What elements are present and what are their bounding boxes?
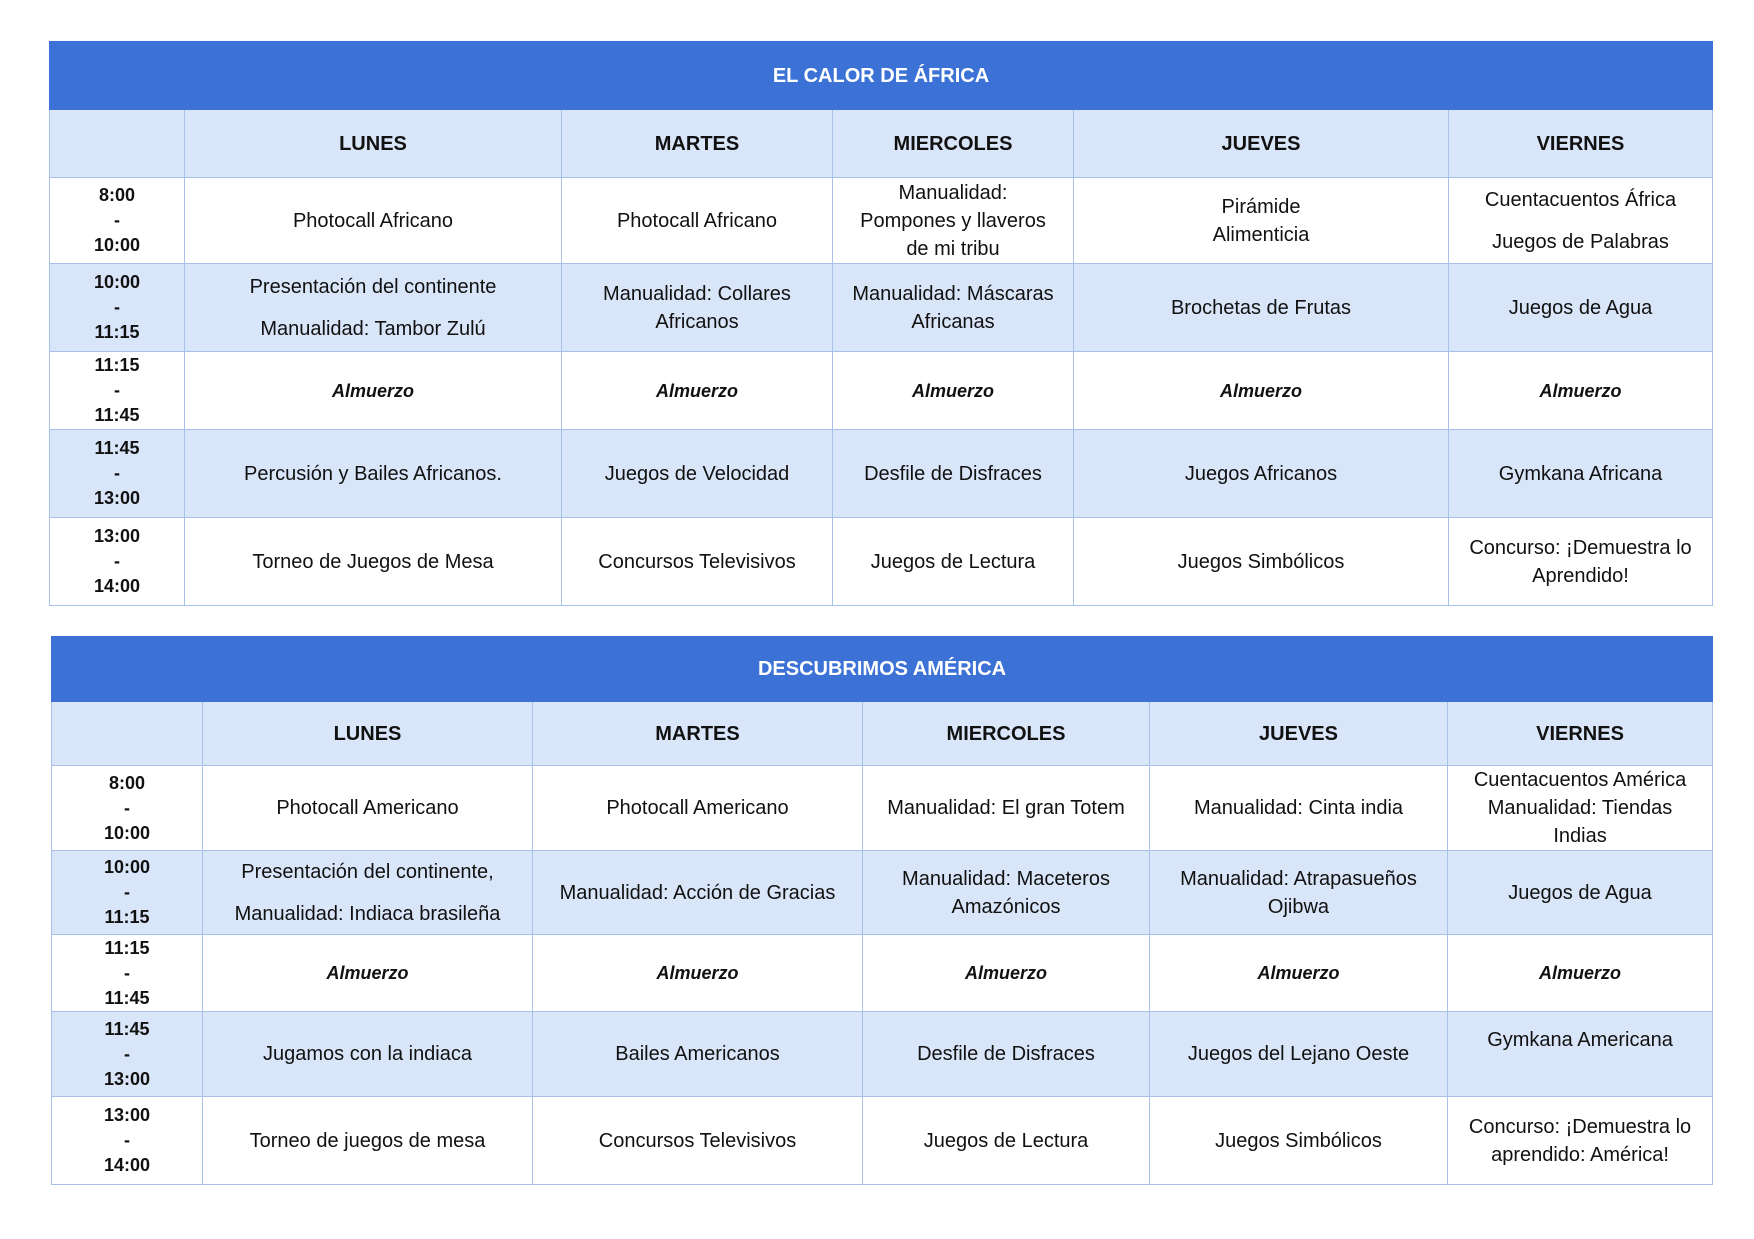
day-header-miercoles: MIERCOLES xyxy=(833,110,1074,178)
activity-cell: Manualidad: Máscaras Africanas xyxy=(833,264,1074,352)
activity-cell: Cuentacuentos América Manualidad: Tiendas Indias xyxy=(1448,766,1713,851)
lunch-cell: Almuerzo xyxy=(1449,352,1713,430)
activity-cell: Gymkana Americana xyxy=(1448,1012,1713,1097)
activity-cell: Juegos de Velocidad xyxy=(562,430,833,518)
table-row xyxy=(52,1012,1713,1097)
activity-cell: Concurso: ¡Demuestra lo Aprendido! xyxy=(1449,518,1713,606)
activity-cell: Manualidad: Acción de Gracias xyxy=(533,851,863,935)
activity-cell: Manualidad: Collares Africanos xyxy=(562,264,833,352)
table-title: DESCUBRIMOS AMÉRICA xyxy=(52,637,1713,702)
activity-cell: Cuentacuentos África Juegos de Palabras xyxy=(1449,178,1713,264)
time-cell: 11:15 - 11:45 xyxy=(50,352,185,430)
day-header-martes: MARTES xyxy=(562,110,833,178)
activity-cell: Desfile de Disfraces xyxy=(863,1012,1150,1097)
day-header-jueves: JUEVES xyxy=(1150,702,1448,766)
activity-cell: Manualidad: Atrapasueños Ojibwa xyxy=(1150,851,1448,935)
activity-cell: Juegos de Lectura xyxy=(833,518,1074,606)
activity-cell: Juegos del Lejano Oeste xyxy=(1150,1012,1448,1097)
activity-cell: Juegos de Agua xyxy=(1448,851,1713,935)
activity-cell: Photocall Africano xyxy=(562,178,833,264)
time-cell: 8:00 - 10:00 xyxy=(52,766,203,851)
table-row xyxy=(52,851,1713,935)
activity-cell: Juegos de Agua xyxy=(1449,264,1713,352)
activity-cell: Desfile de Disfraces xyxy=(833,430,1074,518)
activity-cell: Concurso: ¡Demuestra lo aprendido: América! xyxy=(1448,1097,1713,1185)
activity-cell: Photocall Americano xyxy=(533,766,863,851)
schedule-table-america xyxy=(51,636,1713,1185)
table-row xyxy=(50,264,1713,352)
day-header-lunes: LUNES xyxy=(185,110,562,178)
day-header-viernes: VIERNES xyxy=(1448,702,1713,766)
schedule-table-africa xyxy=(49,41,1713,606)
activity-cell: Juegos Simbólicos xyxy=(1150,1097,1448,1185)
activity-cell: Manualidad: Cinta india xyxy=(1150,766,1448,851)
table-row xyxy=(50,518,1713,606)
time-cell: 11:45 - 13:00 xyxy=(50,430,185,518)
time-cell: 11:15 - 11:45 xyxy=(52,935,203,1012)
activity-cell: Presentación del continente, Manualidad: Indiaca brasileña xyxy=(203,851,533,935)
table-row xyxy=(50,178,1713,264)
activity-cell: Gymkana Africana xyxy=(1449,430,1713,518)
activity-cell: Torneo de juegos de mesa xyxy=(203,1097,533,1185)
time-cell: 13:00 - 14:00 xyxy=(50,518,185,606)
day-header-viernes: VIERNES xyxy=(1449,110,1713,178)
lunch-cell: Almuerzo xyxy=(833,352,1074,430)
lunch-cell: Almuerzo xyxy=(185,352,562,430)
time-cell: 10:00 - 11:15 xyxy=(52,851,203,935)
lunch-cell: Almuerzo xyxy=(562,352,833,430)
time-cell: 11:45 - 13:00 xyxy=(52,1012,203,1097)
activity-cell: Concursos Televisivos xyxy=(533,1097,863,1185)
activity-cell: Pirámide Alimenticia xyxy=(1074,178,1449,264)
table-row xyxy=(52,935,1713,1012)
corner-cell xyxy=(50,110,185,178)
activity-cell: Presentación del continente Manualidad: Tambor Zulú xyxy=(185,264,562,352)
lunch-cell: Almuerzo xyxy=(1448,935,1713,1012)
activity-cell: Photocall Africano xyxy=(185,178,562,264)
activity-cell: Bailes Americanos xyxy=(533,1012,863,1097)
activity-cell: Manualidad: Pompones y llaveros de mi tribu xyxy=(833,178,1074,264)
activity-cell: Juegos Africanos xyxy=(1074,430,1449,518)
activity-cell: Photocall Americano xyxy=(203,766,533,851)
lunch-cell: Almuerzo xyxy=(1074,352,1449,430)
activity-cell: Percusión y Bailes Africanos. xyxy=(185,430,562,518)
lunch-cell: Almuerzo xyxy=(1150,935,1448,1012)
day-header-miercoles: MIERCOLES xyxy=(863,702,1150,766)
table-row xyxy=(50,430,1713,518)
time-cell: 13:00 - 14:00 xyxy=(52,1097,203,1185)
day-header-lunes: LUNES xyxy=(203,702,533,766)
lunch-cell: Almuerzo xyxy=(533,935,863,1012)
time-cell: 8:00 - 10:00 xyxy=(50,178,185,264)
activity-cell: Concursos Televisivos xyxy=(562,518,833,606)
time-cell: 10:00 - 11:15 xyxy=(50,264,185,352)
activity-cell: Manualidad: El gran Totem xyxy=(863,766,1150,851)
lunch-cell: Almuerzo xyxy=(203,935,533,1012)
table-title: EL CALOR DE ÁFRICA xyxy=(50,42,1713,110)
activity-cell: Manualidad: Maceteros Amazónicos xyxy=(863,851,1150,935)
corner-cell xyxy=(52,702,203,766)
table-row xyxy=(50,352,1713,430)
activity-cell: Juegos Simbólicos xyxy=(1074,518,1449,606)
activity-cell: Jugamos con la indiaca xyxy=(203,1012,533,1097)
activity-cell: Juegos de Lectura xyxy=(863,1097,1150,1185)
day-header-jueves: JUEVES xyxy=(1074,110,1449,178)
table-row xyxy=(52,766,1713,851)
lunch-cell: Almuerzo xyxy=(863,935,1150,1012)
day-header-martes: MARTES xyxy=(533,702,863,766)
table-row xyxy=(52,1097,1713,1185)
activity-cell: Brochetas de Frutas xyxy=(1074,264,1449,352)
activity-cell: Torneo de Juegos de Mesa xyxy=(185,518,562,606)
